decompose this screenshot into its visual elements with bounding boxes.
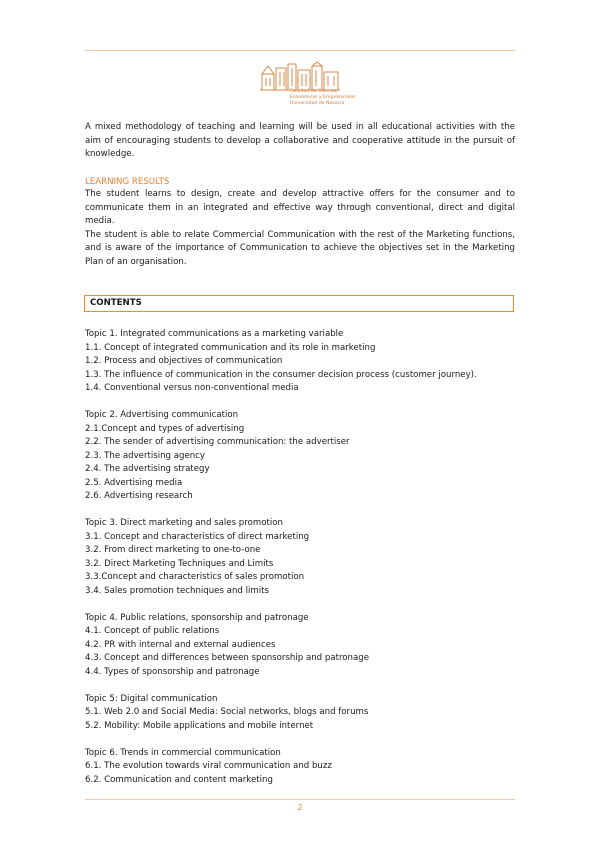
topic-item: 1.2. Process and objectives of communication (85, 356, 283, 366)
topic-item: 3.3.Concept and characteristics of sales promotion (85, 572, 305, 582)
topic-title: Topic 6. Trends in commercial communication (85, 747, 281, 758)
topic-title: Topic 5: Digital communication (85, 693, 218, 704)
topic-item: 2.3. The advertising agency (85, 450, 205, 461)
topic-item: 1.1. Concept of integrated communication and its role in marketing (85, 342, 376, 353)
topic-block (85, 693, 515, 734)
topics-list (85, 328, 515, 801)
learning-results-body (85, 188, 515, 269)
logo-text-line-1: Facultad de Ciencias (290, 89, 338, 94)
learning-results-paragraph-1: The student learns to design, create and develop attractive offers for the consumer and to communicate them in an integrated and effective way through conventional, direct and digital media. (85, 189, 515, 226)
topic-item: 3.2. From direct marketing to one-to-one (85, 545, 261, 555)
topic-item: 5.2. Mobility: Mobile applications and mobile internet (85, 720, 314, 731)
contents-title: CONTENTS (90, 298, 142, 308)
topic-item: 3.2. Direct Marketing Techniques and Limits (85, 558, 274, 569)
learning-results-paragraph-2: The student is able to relate Commercial Communication with the rest of the Marketing functions, and is aware of the importance of Communication to achieve the objectives set in the Marketing Plan of an organisation. (85, 229, 515, 267)
topic-item: 3.1. Concept and characteristics of direct marketing (85, 531, 310, 542)
header-rule (85, 50, 515, 51)
topic-item: 6.2. Communication and content marketing (85, 774, 273, 785)
topic-item: 4.4. Types of sponsorship and patronage (85, 666, 260, 677)
topic-item: 3.4. Sales promotion techniques and limits (85, 585, 269, 596)
topic-item: 4.3. Concept and differences between sponsorship and patronage (85, 653, 369, 663)
topic-item: 4.1. Concept of public relations (85, 626, 220, 636)
learning-results-title: LEARNING RESULTS (85, 177, 170, 187)
topic-block (85, 612, 515, 680)
topic-title: Topic 1. Integrated communications as a marketing variable (85, 329, 344, 339)
logo-text-line-3: Universidad de Navarra (290, 101, 345, 106)
page-number: 2 (297, 803, 303, 812)
topic-title: Topic 2. Advertising communication (85, 410, 239, 420)
topic-item: 2.2. The sender of advertising communication: the advertiser (85, 437, 350, 447)
topic-item: 1.3. The influence of communication in the consumer decision process (customer journey). (85, 369, 477, 380)
topic-block (85, 328, 515, 396)
topic-item: 5.1. Web 2.0 and Social Media: Social networks, blogs and forums (85, 707, 369, 717)
topic-item: 2.1.Concept and types of advertising (85, 423, 245, 434)
footer-rule (85, 799, 515, 800)
topic-block (85, 409, 515, 504)
topic-item: 1.4. Conventional versus non-conventional media (85, 383, 299, 393)
topic-item: 4.2. PR with internal and external audiences (85, 639, 276, 650)
logo-text-line-2: Económicas y Empresariales (290, 95, 356, 100)
contents-heading-box (84, 295, 514, 312)
topic-item: 6.1. The evolution towards viral communication and buzz (85, 761, 332, 771)
topic-item: 2.4. The advertising strategy (85, 464, 210, 474)
topic-item: 2.6. Advertising research (85, 491, 193, 501)
methodology-paragraph: A mixed methodology of teaching and learning will be used in all educational activities with the aim of encouraging students to develop a collaborative and cooperative attitude in the pursuit of knowledge. (85, 122, 515, 159)
topic-item: 2.5. Advertising media (85, 477, 183, 488)
topic-block (85, 517, 515, 598)
topic-title: Topic 3. Direct marketing and sales promotion (85, 518, 283, 528)
topic-block (85, 747, 515, 788)
topic-title: Topic 4. Public relations, sponsorship and patronage (85, 612, 309, 623)
